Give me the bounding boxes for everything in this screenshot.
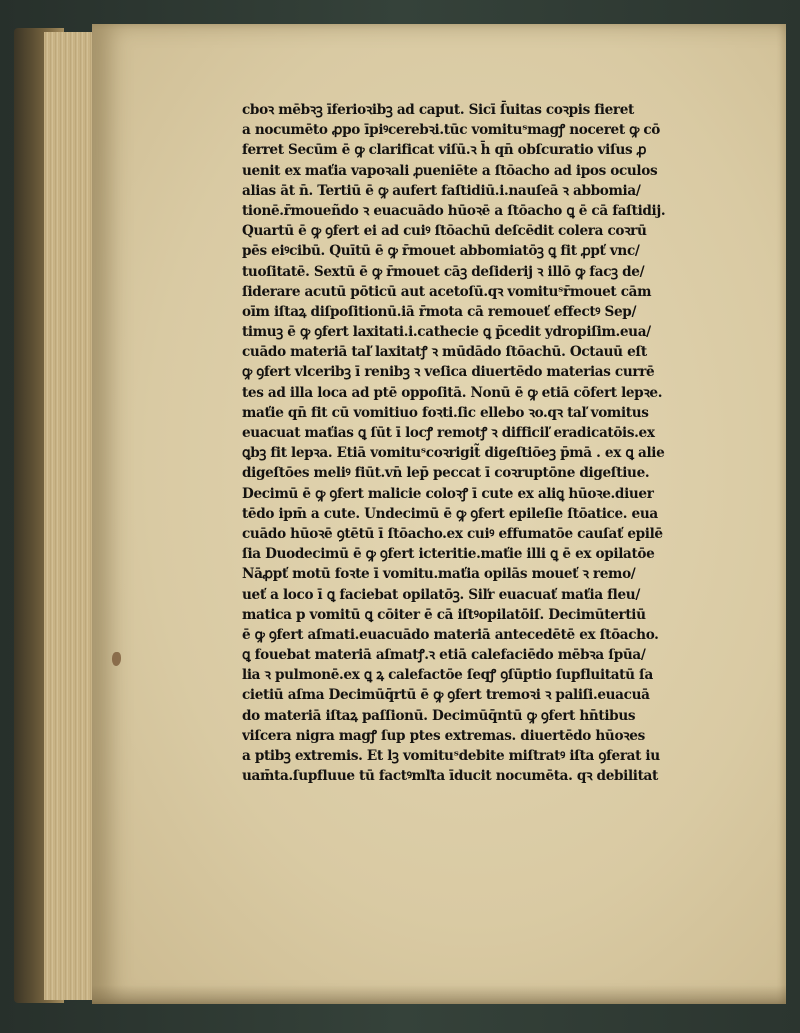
text-line: tionē.r̄moueñdo ꝛ euacuādo hūoꝛē a ſtōacho ꝗ ē cā faſtidij. (242, 202, 666, 219)
text-line: a ptibꝫ extremis. Et lꝫ vomituˢdebite miſtratꝰ iſta ꝯferat iu (242, 748, 660, 764)
text-line: ueť a loco ī ꝗ faciebat opilatōꝫ. Siľr euacuať maťia fleu/ (242, 586, 640, 603)
text-line: oīm iſtaꝝ diſpoſitionū.iā r̄mota cā remoueť effectꝰ Sep/ (242, 303, 637, 320)
text-line: Nāꝓpť motū foꝛte ī vomitu.maťia opilās moueť ꝛ remo/ (242, 566, 636, 583)
text-line: timuꝫ ē ꝙ ꝯfert laxitati.i.cathecie ꝗ p̄cedit ydropiſim.eua/ (242, 324, 651, 341)
text-line: ſia Duodecimū ē ꝙ ꝯfert icteritie.maťie illi ꝗ ē ex opilatōe (242, 546, 655, 563)
text-line: a nocumēto ꝓpo īpiꝰcerebꝛi.tūc vomituˢmagꝭ noceret ꝙ cō (242, 122, 661, 139)
text-line: matica p vomitū ꝗ cōiter ē cā iſtꝰopilatōiſ. Decimūtertiū (242, 606, 646, 623)
text-line: digeſtōes meliꝰ fiūt.vn̄ lep̄ peccat ī coꝛruptōne digeſtiue. (242, 465, 650, 482)
text-line: viſcera nigra magꝭ ſup ptes extremas. diuertēdo hūoꝛes (242, 727, 645, 744)
text-line: ꝗbꝫ fit lepꝛa. Etiā vomituˢcoꝛrigit̃ digeſtiōeꝫ p̄mā . ex ꝗ alie (242, 445, 665, 462)
text-line: tuoſitatē. Sextū ē ꝙ r̄mouet cāꝫ deſiderij ꝛ illō ꝙ facꝫ de/ (242, 263, 645, 280)
text-line: Quartū ē ꝙ ꝯfert ei ad cuiꝰ ſtōachū deſcēdit colera coꝛrū (242, 223, 647, 240)
text-line: ē ꝙ ꝯfert aſmati.euacuādo materiā antecedētē ex ſtōacho. (242, 626, 659, 643)
text-line: do materiā iſtaꝝ paſſionū. Decimūq̄ntū ꝙ ꝯfert hn̄tibus (242, 707, 636, 724)
text-line: uenit ex maťia vapoꝛali ꝓueniēte a ſtōacho ad ipos oculos (242, 162, 658, 179)
text-line: ferret Secūm ē ꝙ clarificat viſū.ꝛ h̄ qn̄ obſcuratio viſus ꝓ (242, 142, 647, 159)
text-line: maťie qn̄ fit cū vomitiuo foꝛti.ſic ellebo ꝛo.qꝛ taľ vomitus (242, 404, 649, 421)
text-line: cuādo materiā taľ laxitatꝭ ꝛ mūdādo ſtōachū. Octauū eſt (242, 344, 647, 361)
text-line: alias āt n̄. Tertiū ē ꝙ aufert faſtidiū.i.nauſeā ꝛ abbomia/ (242, 182, 641, 199)
text-line: uam̄ta.ſupfluue tū factꝰmľta īducit nocumēta. qꝛ debilitat (242, 768, 658, 785)
text-line: tēdo ipm̄ a cute. Undecimū ē ꝙ ꝯfert epileſie ſtōatice. eua (242, 505, 658, 522)
page-bottom-shadow (92, 985, 786, 1004)
text-line: ꝗ fouebat materiā aſmatꝭ.ꝛ etiā calefaciēdo mēbꝛa ſpūa/ (242, 647, 646, 664)
text-line: cuādo hūoꝛē ꝯtētū ī ſtōacho.ex cuiꝰ effumatōe cauſať epilē (242, 525, 663, 542)
text-line: cietiū aſma Decimūq̄rtū ē ꝙ ꝯfert tremoꝛi ꝛ paliſi.euacuā (242, 687, 650, 704)
text-line: pēs eiꝰcibū. Quītū ē ꝙ r̄mouet abbomiatōꝫ ꝗ fit ꝓpť vnc/ (242, 243, 640, 260)
text-line: lia ꝛ pulmonē.ex ꝗ ꝝ calefactōe ſeqꝭ ꝯſūptio ſupfluitatū ſa (242, 667, 653, 684)
text-column (242, 100, 790, 840)
text-line: tes ad illa loca ad ptē oppoſitā. Nonū ē ꝙ etiā cōfert lepꝛe. (242, 384, 663, 401)
text-line: Decimū ē ꝙ ꝯfert malicie coloꝛꝭ ī cute ex aliꝗ hūoꝛe.diuer (242, 485, 654, 502)
text-line: ꝙ ꝯfert vlceribꝫ ī renibꝫ ꝛ veſica diuertēdo materias currē (242, 364, 655, 381)
text-line: cboꝛ mēbꝛꝫ īferioꝛibꝫ ad caput. Sicī ſ̄uitas coꝛpis fieret (242, 102, 634, 118)
text-line: euacuat maťias ꝗ ſūt ī locꝭ remotꝭ ꝛ difficiľ eradicatōis.ex (242, 425, 655, 441)
text-line: ſiderare acutū pōticū aut acetoſū.qꝛ vomituˢr̄mouet cām (242, 283, 652, 300)
